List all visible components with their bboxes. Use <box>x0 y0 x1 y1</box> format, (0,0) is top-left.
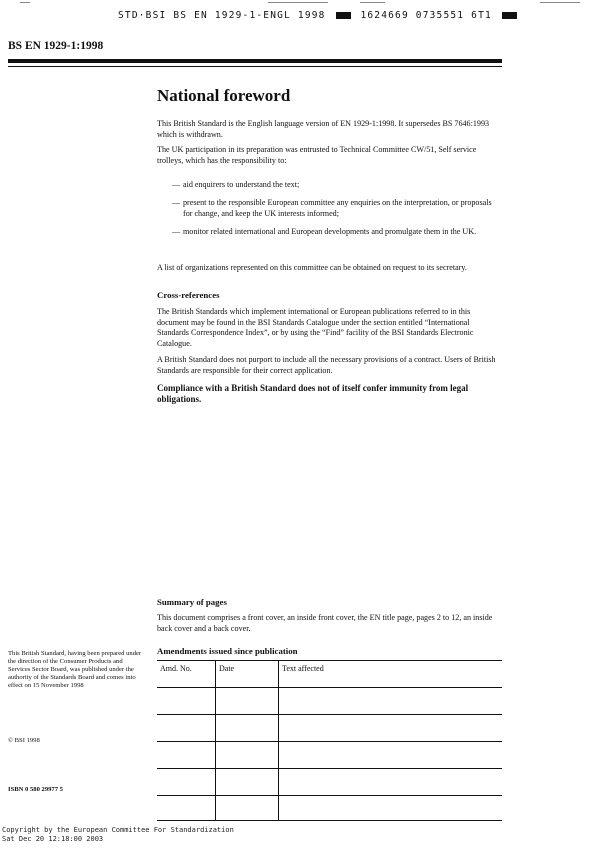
page-title: National foreword <box>157 86 291 105</box>
table-cell <box>216 688 279 715</box>
document-code-right: 6T1 <box>471 10 492 21</box>
bullet-text: monitor related international and European developments and promulgate them in the UK. <box>183 227 477 236</box>
table-header-row <box>157 661 502 688</box>
bullet-dash: — <box>172 198 181 207</box>
bullet-text: present to the responsible European committee any enquiries on the interpretation, or proposals for change, and keep the UK interests informed; <box>183 198 492 218</box>
table-cell <box>279 715 503 742</box>
scan-mark <box>360 2 385 3</box>
provisions-paragraph: A British Standard does not purport to include all the necessary provisions of a contract. Users of British Standards are responsible for their correct application. <box>157 355 496 375</box>
header-rule-thin <box>8 66 502 67</box>
table-cell <box>279 796 503 821</box>
table-cell <box>216 715 279 742</box>
table-cell <box>157 742 216 769</box>
table-cell <box>216 796 279 821</box>
table-row <box>157 796 502 821</box>
bullet-item <box>172 180 502 191</box>
summary-heading: Summary of pages <box>157 597 227 607</box>
table-cell <box>157 796 216 821</box>
footer-copyright <box>2 826 234 843</box>
table-cell <box>157 715 216 742</box>
footer-line-1: Copyright by the European Committee For Standardization <box>2 826 234 834</box>
bullet-item <box>172 227 502 238</box>
document-code-left: STD·BSI BS EN 1929-1-ENGL 1998 <box>118 10 326 21</box>
summary-paragraph: This document comprises a front cover, an inside front cover, the EN title page, pages 2 to 12, an inside back cover and a back cover. <box>157 613 493 633</box>
crossref-paragraph: The British Standards which implement international or European publications referred to in this document may be found in the BSI Standards Catalogue under the section entitled “International Standards Correspondence Index”, or by using the “Find” facility of the BSI Standards Electronic Catalogue. <box>157 307 474 348</box>
column-header: Amd. No. <box>157 661 216 688</box>
document-code-mid: 1624669 0735551 <box>360 10 465 21</box>
table-row <box>157 715 502 742</box>
table-cell <box>157 688 216 715</box>
isbn: ISBN 0 580 29977 5 <box>8 786 63 793</box>
publication-note: This British Standard, having been prepared under the direction of the Consumer Products and Services Sector Board, was published under the authority of the Standards Board and comes into effect on 15 November 1998 <box>8 650 142 689</box>
black-block-icon <box>336 12 351 19</box>
table-cell <box>279 688 503 715</box>
crossref-heading: Cross-references <box>157 290 220 300</box>
standard-id: BS EN 1929-1:1998 <box>8 40 104 52</box>
bullet-text: aid enquirers to understand the text; <box>183 180 300 189</box>
table-row <box>157 688 502 715</box>
copyright-bsi: © BSI 1998 <box>8 737 40 744</box>
scan-mark <box>268 2 328 3</box>
bullet-dash: — <box>172 227 181 236</box>
scan-mark <box>540 2 580 3</box>
table-cell <box>157 769 216 796</box>
table-cell <box>216 742 279 769</box>
participation-paragraph: The UK participation in its preparation was entrusted to Technical Committee CW/51, Self service trolleys, which has the responsibility to: <box>157 145 477 165</box>
table-cell <box>279 742 503 769</box>
header-rule-thick <box>8 59 502 63</box>
table-row <box>157 769 502 796</box>
scan-mark <box>20 2 30 3</box>
document-code-line <box>118 10 518 21</box>
bullet-item <box>172 198 502 219</box>
organizations-paragraph: A list of organizations represented on this committee can be obtained on request to its secretary. <box>157 263 467 272</box>
column-header: Date <box>216 661 279 688</box>
black-block-icon <box>502 12 517 19</box>
compliance-note: Compliance with a British Standard does not of itself confer immunity from legal obligations. <box>157 383 469 404</box>
intro-paragraph: This British Standard is the English language version of EN 1929-1:1998. It supersedes BS 7646:1993 which is withdrawn. <box>157 119 490 139</box>
table-row <box>157 742 502 769</box>
footer-line-2: Sat Dec 20 12:18:00 2003 <box>2 834 104 843</box>
bullet-dash: — <box>172 180 181 189</box>
column-header: Text affected <box>279 661 503 688</box>
amendments-heading: Amendments issued since publication <box>157 646 298 656</box>
table-cell <box>279 769 503 796</box>
amendments-table <box>157 660 502 821</box>
table-cell <box>216 769 279 796</box>
